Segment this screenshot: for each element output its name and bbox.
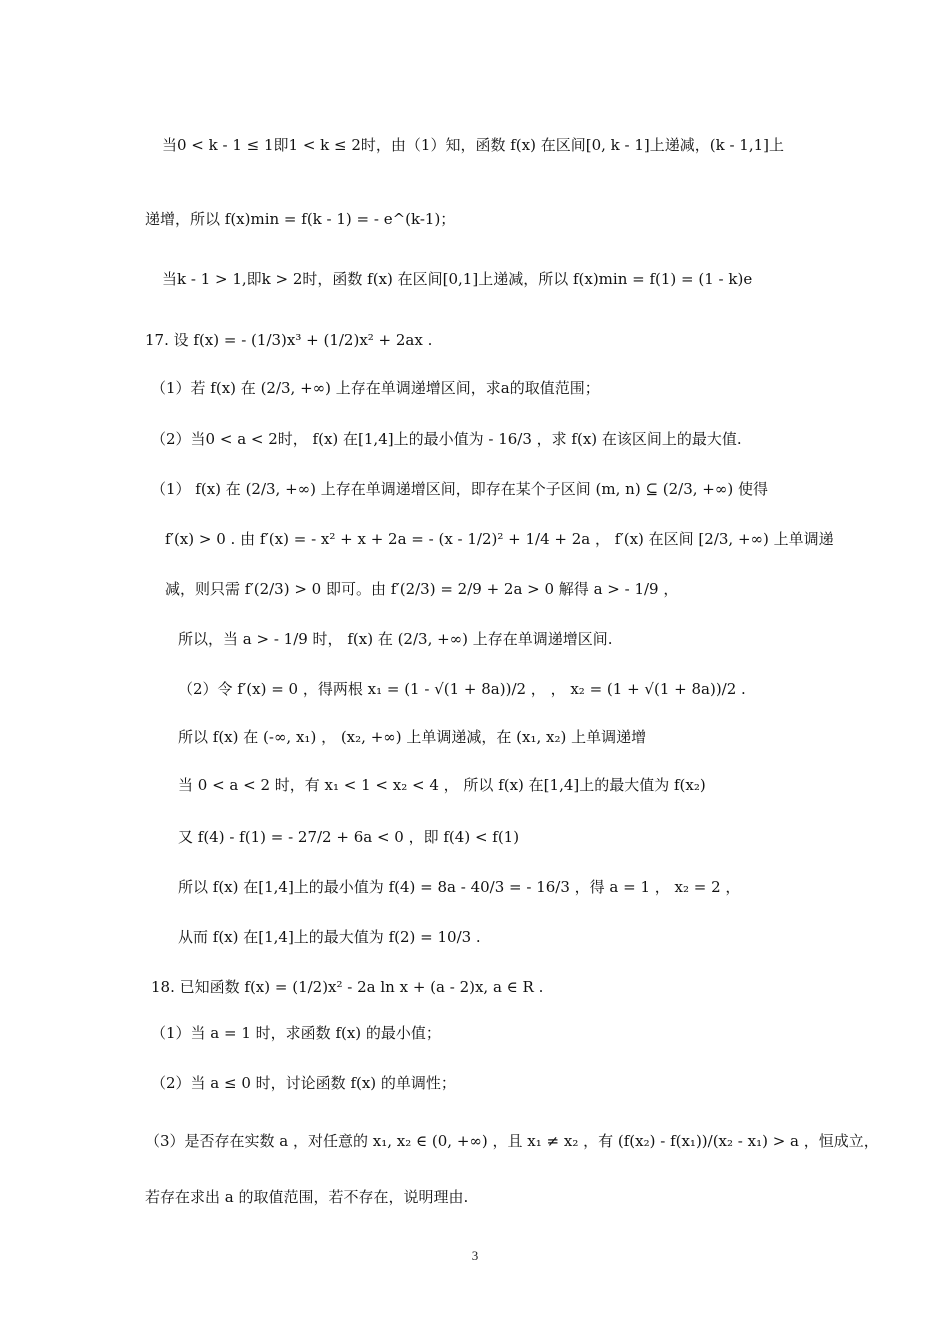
solution-2-line-6: 从而 f(x) 在[1,4]上的最大值为 f(2) = 10/3 . xyxy=(178,928,481,946)
problem-17-part-2: （2）当0 < a < 2时， f(x) 在[1,4]上的最小值为 - 16/3 ，求 f(x) 在该区间上的最大值. xyxy=(151,430,742,448)
solution-2-line-4: 又 f(4) - f(1) = - 27/2 + 6a < 0 ，即 f(4) < f(1) xyxy=(178,828,520,846)
solution-1-line-3: 减，则只需 f′(2/3) > 0 即可。由 f′(2/3) = 2/9 + 2a > 0 解得 a > - 1/9 ， xyxy=(165,580,679,598)
text-line-1: 当0 < k - 1 ≤ 1即1 < k ≤ 2时，由（1）知，函数 f(x) 在区间[0, k - 1]上递减，(k - 1,1]上 xyxy=(162,136,784,154)
problem-18-statement: 18. 已知函数 f(x) = (1/2)x² - 2a ln x + (a - 2)x, a ∈ R . xyxy=(151,978,544,996)
solution-2-line-1: （2）令 f′(x) = 0 ，得两根 x₁ = (1 - √(1 + 8a))/2 ， ， x₂ = (1 + √(1 + 8a))/2 . xyxy=(178,680,746,698)
problem-18-part-3: （3）是否存在实数 a ，对任意的 x₁, x₂ ∈ (0, +∞) ，且 x₁ ≠ x₂ ，有 (f(x₂) - f(x₁))/(x₂ - x₁) > a ，恒成立， xyxy=(145,1132,879,1150)
solution-1-line-1: （1） f(x) 在 (2/3, +∞) 上存在单调递增区间，即存在某个子区间 (m, n) ⊆ (2/3, +∞) 使得 xyxy=(151,480,768,498)
solution-2-line-2: 所以 f(x) 在 (-∞, x₁) ， (x₂, +∞) 上单调递减，在 (x₁, x₂) 上单调递增 xyxy=(178,728,647,746)
page-number: 3 xyxy=(471,1248,479,1263)
problem-18-part-3-cont: 若存在求出 a 的取值范围，若不存在，说明理由. xyxy=(145,1188,469,1206)
text-line-3: 当k - 1 > 1,即k > 2时，函数 f(x) 在区间[0,1]上递减，所以 f(x)min = f(1) = (1 - k)e xyxy=(162,270,753,288)
solution-1-line-2: f′(x) > 0 . 由 f′(x) = - x² + x + 2a = - (x - 1/2)² + 1/4 + 2a ， f′(x) 在区间 [2/3, +∞) 上单调递 xyxy=(165,530,834,548)
problem-17-statement: 17. 设 f(x) = - (1/3)x³ + (1/2)x² + 2ax . xyxy=(145,331,433,349)
problem-17-part-1: （1）若 f(x) 在 (2/3, +∞) 上存在单调递增区间，求a的取值范围； xyxy=(151,379,600,397)
solution-2-line-5: 所以 f(x) 在[1,4]上的最小值为 f(4) = 8a - 40/3 = - 16/3 ，得 a = 1 ， x₂ = 2 ， xyxy=(178,878,741,896)
problem-18-part-2: （2）当 a ≤ 0 时，讨论函数 f(x) 的单调性； xyxy=(151,1074,456,1092)
text-line-2: 递增，所以 f(x)min = f(k - 1) = - e^(k-1)； xyxy=(145,210,456,228)
problem-18-part-1: （1）当 a = 1 时，求函数 f(x) 的最小值； xyxy=(151,1024,441,1042)
solution-1-line-4: 所以，当 a > - 1/9 时， f(x) 在 (2/3, +∞) 上存在单调递增区间. xyxy=(178,630,613,648)
solution-2-line-3: 当 0 < a < 2 时，有 x₁ < 1 < x₂ < 4 ， 所以 f(x) 在[1,4]上的最大值为 f(x₂) xyxy=(178,776,706,794)
